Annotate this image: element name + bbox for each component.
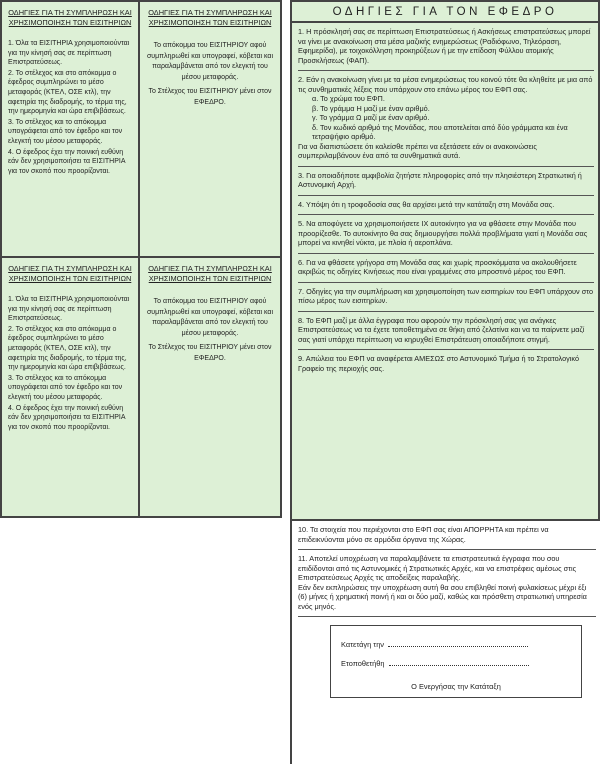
dotted-line [388, 646, 528, 647]
instruction-text: 10. Τα στοιχεία που περιέχονται στο ΕΦΠ σας είναι ΑΠΟΡΡΗΤΑ και πρέπει να επιδεικνύονται μόνο σε αρμόδια όργανα της Χώρας. [298, 525, 549, 544]
instruction-section-2 [298, 71, 594, 167]
ticket-stub-note: Το Στέλεχος του ΕΙΣΙΤΗΡΙΟΥ μένει στον ΕΦΕΔΡΟ. [148, 88, 272, 106]
instruction-text: Εάν δεν εκπληρώσεις την υποχρέωση αυτή θα σου επιβληθεί ποινή φυλακίσεως μέχρι έξι (6) μήνες ή χρηματική ποινή ή και οι δύο μαζί, καθώς και πρόσθετη στρατιωτική υπηρεσία ενός μηνός. [298, 582, 587, 611]
ticket-header: ΟΔΗΓΙΕΣ ΓΙΑ ΤΗ ΣΥΜΠΛΗΡΩΣΗ ΚΑΙ ΧΡΗΣΙΜΟΠΟΙΗΣΗ ΤΩΝ ΕΙΣΙΤΗΡΙΩΝ [8, 264, 132, 283]
ticket-instructions-list [8, 295, 132, 432]
ticket-stub-note: Το Στέλεχος του ΕΙΣΙΤΗΡΙΟΥ μένει στον ΕΦΕΔΡΟ. [148, 344, 272, 362]
instruction-section-3 [298, 167, 594, 196]
instruction-section-5 [298, 215, 594, 254]
ticket-body-text: Το απόκομμα του ΕΙΣΙΤΗΡΙΟΥ αφού συμπληρωθεί και υπογραφεί, κόβεται και παραλαμβάνεται από τον ελεγκτή του μέσου μεταφοράς. [146, 42, 274, 81]
instruction-section-6 [298, 254, 594, 283]
field-label: Ετοποθετήθη [341, 659, 385, 668]
instruction-text: 8. Το ΕΦΠ μαζί με άλλα έγγραφα που αφορούν την πρόσκλησή σας για ανάγκες Επιστρατεύσεως να τα έχετε τοποθετημένα σε θήκη από ζελατίνα και να τα παίρνετε μαζί σας γιατί υπάρχει περίπτωση να κηρυχθεί Επιστράτευση οποιαδήποτε στιγμή. [298, 315, 585, 344]
field-label: Κατετάγη την [341, 640, 384, 649]
instruction-section-11 [298, 550, 596, 617]
list-item: 2. Το στέλεχος και στο απόκομμα ο έφεδρος συμπληρώνει το μέσο μεταφοράς (ΚΤΕΛ, ΟΣΕ κτλ), την αφετηρία της διαδρομής, το τέρμα της, την ημερομηνία και ώρα επιβιβάσεως. [8, 325, 127, 372]
instruction-text: 1. Η πρόσκλησή σας σε περίπτωση Επιστρατεύσεως ή Ασκήσεως επιστρατεύσεως μπορεί να γίνει με ανακοίνωση στα μέσα μαζικής ενημερώσεως (Ραδιόφωνο, Τηλεόραση, Εφημερίδα), με τοιχοκόλληση προκηρύξεων ή με την επίδοση Φύλλου ατομικής Προσκλήσεως (ΦΑΠ). [298, 27, 591, 65]
ticket-instructions-list [8, 39, 132, 176]
instruction-section-10 [298, 521, 596, 550]
ticket-coupon-instructions [140, 2, 280, 258]
reservist-instructions-panel [290, 0, 600, 521]
ticket-card-1 [0, 0, 282, 260]
dotted-line [389, 665, 529, 666]
ticket-card-2 [0, 256, 282, 518]
instruction-text: 7. Οδηγίες για την συμπλήρωση και χρησιμοποίηση των εισιτηρίων του ΕΦΠ υπάρχουν στο πίσω μέρος των εισιτηρίων. [298, 286, 594, 305]
instruction-text: 9. Απώλεια του ΕΦΠ να αναφέρεται ΑΜΕΣΩΣ στο Αστυνομικό Τμήμα ή το Στρατολογικό Γραφείο της περιοχής σας. [298, 354, 580, 373]
instruction-text: 3. Για οποιαδήποτε αμφιβολία ζητήστε πληροφορίες από την πλησιέστερη Στρατιωτική ή Αστυνομική Αρχή. [298, 170, 582, 189]
instruction-text: 2. Εάν η ανακοίνωση γίνει με τα μέσα ενημερώσεως του κοινού τότε θα κληθείτε με μια από τις συνθηματικές λέξεις που υπάρχουν στο επάνω μέρος του ΕΦΠ σας. [298, 75, 593, 94]
instruction-section-9 [298, 350, 594, 378]
ticket-header: ΟΔΗΓΙΕΣ ΓΙΑ ΤΗ ΣΥΜΠΛΗΡΩΣΗ ΚΑΙ ΧΡΗΣΙΜΟΠΟΙΗΣΗ ΤΩΝ ΕΙΣΙΤΗΡΙΩΝ [148, 264, 272, 283]
ticket-header: ΟΔΗΓΙΕΣ ΓΙΑ ΤΗ ΣΥΜΠΛΗΡΩΣΗ ΚΑΙ ΧΡΗΣΙΜΟΠΟΙΗΣΗ ΤΩΝ ΕΙΣΙΤΗΡΙΩΝ [148, 8, 272, 27]
list-item: δ. Τον κωδικό αριθμό της Μονάδας, που αποτελείται από δύο γράμματα και ένα τετραψήφιο αριθμό. [312, 122, 568, 141]
page-title: ΟΔΗΓΙΕΣ ΓΙΑ ΤΟΝ ΕΦΕΔΡΟ [292, 2, 598, 23]
instruction-section-8 [298, 312, 594, 351]
confidentiality-panel [290, 521, 600, 764]
list-item: 4. Ο έφεδρος έχει την ποινική ευθύνη εάν δεν χρησιμοποιήσει τα ΕΙΣΙΤΗΡΙΑ για τον σκοπό που προορίζονται. [8, 404, 126, 431]
ticket-stub-instructions [2, 258, 140, 516]
enlisted-date-field[interactable] [341, 640, 571, 649]
list-item: 3. Το στέλεχος και το απόκομμα υπογράφεται από τον έφεδρο και τον ελεγκτή του μέσου μεταφοράς. [8, 118, 123, 145]
ticket-stub-instructions [2, 2, 140, 258]
ticket-body [146, 297, 274, 365]
list-item: 1. Όλα τα ΕΙΣΙΤΗΡΙΑ χρησιμοποιούνται για την κίνησή σας σε περίπτωση Επιστρατεύσεως. [8, 296, 130, 323]
instruction-text: 5. Να αποφύγετε να χρησιμοποιήσετε ΙΧ αυτοκίνητο για να φθάσετε στην Μονάδα που προορίζεσθε. Το αυτοκίνητο θα σας δημιουργήσει πολλά προβλήματα γιατί η Μονάδα σας μπορεί να κινηθεί νύκτα, με πλοία ή αεροπλάνα. [298, 219, 588, 247]
ticket-header: ΟΔΗΓΙΕΣ ΓΙΑ ΤΗ ΣΥΜΠΛΗΡΩΣΗ ΚΑΙ ΧΡΗΣΙΜΟΠΟΙΗΣΗ ΤΩΝ ΕΙΣΙΤΗΡΙΩΝ [8, 8, 132, 27]
signatory-label: Ο Ενεργήσας την Κατάταξη [411, 682, 501, 691]
list-item: 3. Το στέλεχος και το απόκομμα υπογράφεται από τον έφεδρο και τον ελεγκτή του μέσου μεταφοράς. [8, 374, 123, 401]
ticket-coupon-instructions [140, 258, 280, 516]
instruction-section-4 [298, 196, 594, 216]
ticket-body-text: Το απόκομμα του ΕΙΣΙΤΗΡΙΟΥ αφού συμπληρωθεί και υπογραφεί, κόβεται και παραλαμβάνεται από τον ελεγκτή του μέσου μεταφοράς. [146, 298, 274, 337]
instruction-section-7 [298, 283, 594, 312]
instruction-text: 4. Υπόψη ότι η τροφοδοσία σας θα αρχίσει μετά την κατάταξη στη Μονάδα σας. [298, 199, 555, 209]
list-item: β. Το γράμμα Η μαζί με έναν αριθμό. [312, 103, 430, 113]
ticket-body [146, 41, 274, 109]
placement-field[interactable] [341, 659, 571, 668]
list-item: γ. Το γράμμα Ω μαζί με έναν αριθμό. [312, 113, 430, 122]
list-item: 1. Όλα τα ΕΙΣΙΤΗΡΙΑ χρησιμοποιούνται για την κίνησή σας σε περίπτωση Επιστρατεύσεως. [8, 40, 130, 67]
instruction-text: 6. Για να φθάσετε γρήγορα στη Μονάδα σας και χωρίς προσκόμματα να ακολουθήσετε ακριβώς τις οδηγίες Κινήσεως που είναι γραμμένες στο μπροστινό μέρος του ΕΦΠ. [298, 257, 577, 276]
instruction-text: Για να διαπιστώσετε ότι καλείσθε πρέπει να εξετάσετε εάν οι ανακοινώσεις συμπεριλαμβάνουν ένα από τα συνθηματικά αυτά. [298, 141, 537, 160]
instruction-text: 11. Αποτελεί υποχρέωση να παραλαμβάνετε τα επιστρατευτικά έγγραφα που σου επιδίδονται από τις Αστυνομικές ή Στρατιωτικές Αρχές, και να επιστρέφεις αμέσως στις Επιστρατεύσεως Αρχές τις αποδείξεις παραλαβής. [298, 554, 577, 582]
list-item: 4. Ο έφεδρος έχει την ποινική ευθύνη εάν δεν χρησιμοποιήσει τα ΕΙΣΙΤΗΡΙΑ για τον σκοπό που προορίζονται. [8, 148, 126, 175]
list-item: 2. Το στέλεχος και στο απόκομμα ο έφεδρος συμπληρώνει το μέσο μεταφοράς (ΚΤΕΛ, ΟΣΕ κτλ), την αφετηρία της διαδρομής, το τέρμα της, την ημερομηνία και ώρα επιβιβάσεως. [8, 69, 127, 116]
instruction-section-1 [298, 23, 594, 71]
list-item: α. Το χρώμα του ΕΦΠ. [312, 94, 385, 103]
enlistment-form-box [330, 625, 582, 698]
